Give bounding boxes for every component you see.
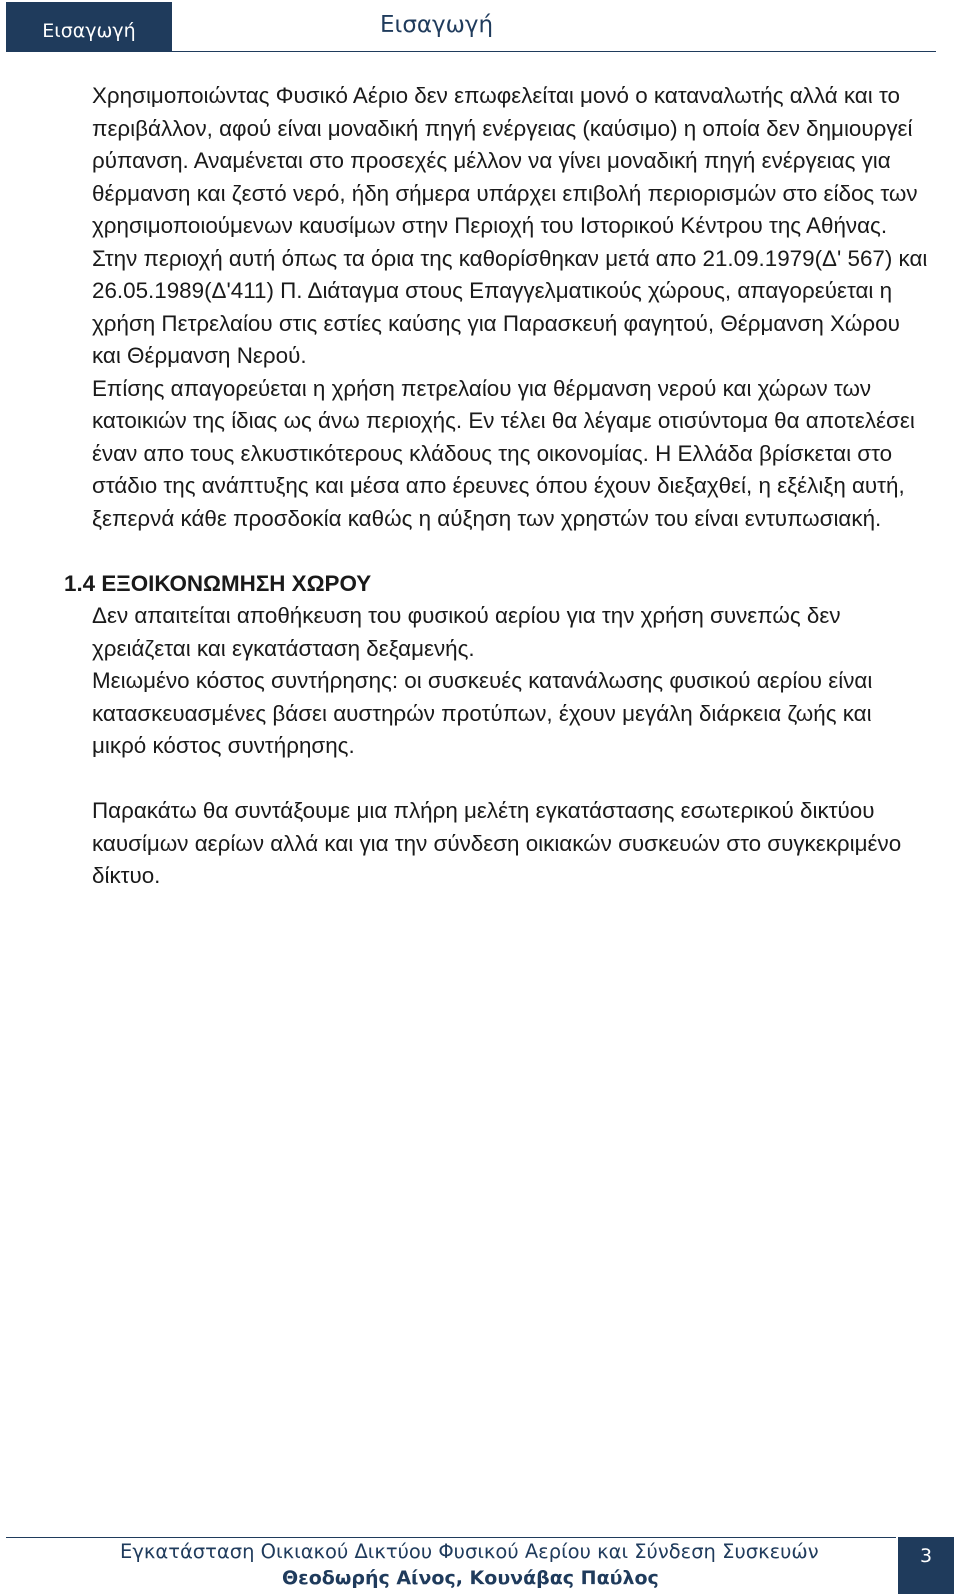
paragraph-spacer	[92, 763, 930, 796]
page-content	[64, 80, 930, 893]
page-number: 3	[898, 1537, 954, 1594]
footer-divider	[6, 1537, 896, 1538]
closing-paragraph: Παρακάτω θα συντάξουμε μια πλήρη μελέτη εγκατάστασης εσωτερικού δικτύου καυσίμων αερίων αλλά και για την σύνδεση οικιακών συσκευών στο συγκεκριμένο δίκτυο.	[92, 798, 902, 888]
header-section-tab: Εισαγωγή	[6, 2, 172, 52]
space-paragraph-1: Δεν απαιτείται αποθήκευση του φυσικού αερίου για την χρήση συνεπώς δεν χρειάζεται και εγκατάσταση δεξαμενής.	[92, 603, 841, 661]
section-heading: 1.4 ΕΞΟΙΚΟΝΩΜΗΣΗ ΧΩΡΟΥ	[64, 570, 372, 596]
intro-paragraph-2: Επίσης απαγορεύεται η χρήση πετρελαίου για θέρμανση νερού και χώρων των κατοικιών της ίδιας ως άνω περιοχής. Εν τέλει θα λέγαμε οτισύντομα θα αποτελέσει έναν απο τους ελκυστικότερους κλάδους της οικονομίας. Η Ελλάδα βρίσκεται στο στάδιο της ανάπτυξης και μέσα απο έρευνες όπου έχουν διεξαχθεί, η εξέλιξη αυτή, ξεπερνά κάθε προσδοκία καθώς η αύξηση των χρηστών του είναι εντυπωσιακή.	[92, 375, 915, 531]
intro-paragraph-1: Χρησιμοποιώντας Φυσικό Αέριο δεν επωφελείται μονό ο καταναλωτής αλλά και το περιβάλλον, αφού είναι μοναδική πηγή ενέργειας (καύσιμο) η οποία δεν δημιουργεί ρύπανση. Αναμένεται στο προσεχές μέλλον να γίνει μοναδική πηγή ενέργειας για θέρμανση και ζεστό νερό, ήδη σήμερα υπάρχει επιβολή περιορισμών στο είδος των χρησιμοποιούμενων καυσίμων στην Περιοχή του Ιστορικού Κέντρου της Αθήνας. Στην περιοχή αυτή όπως τα όρια της καθορίσθηκαν μετά απο 21.09.1979(Δ' 567) και 26.05.1989(Δ'411) Π. Διάταγμα στους Επαγγελματικούς χώρους, απαγορεύεται η χρήση Πετρελαίου στις εστίες καύσης για Παρασκευή φαγητού, Θέρμανση Χώρου και Θέρμανση Νερού.	[92, 83, 928, 368]
header-title: Εισαγωγή	[380, 12, 494, 38]
header-divider	[172, 51, 936, 52]
footer-document-title: Εγκατάσταση Οικιακού Δικτύου Φυσικού Αερίου και Σύνδεση Συσκευών	[120, 1540, 819, 1563]
paragraph-spacer	[92, 535, 930, 568]
space-paragraph-2: Μειωμένο κόστος συντήρησης: οι συσκευές κατανάλωσης φυσικού αερίου είναι κατασκευασμένες βάσει αυστηρών προτύπων, έχουν μεγάλη διάρκεια ζωής και μικρό κόστος συντήρησης.	[92, 668, 873, 758]
footer-authors: Θεοδωρής Αίνος, Κουνάβας Παύλος	[282, 1567, 659, 1589]
